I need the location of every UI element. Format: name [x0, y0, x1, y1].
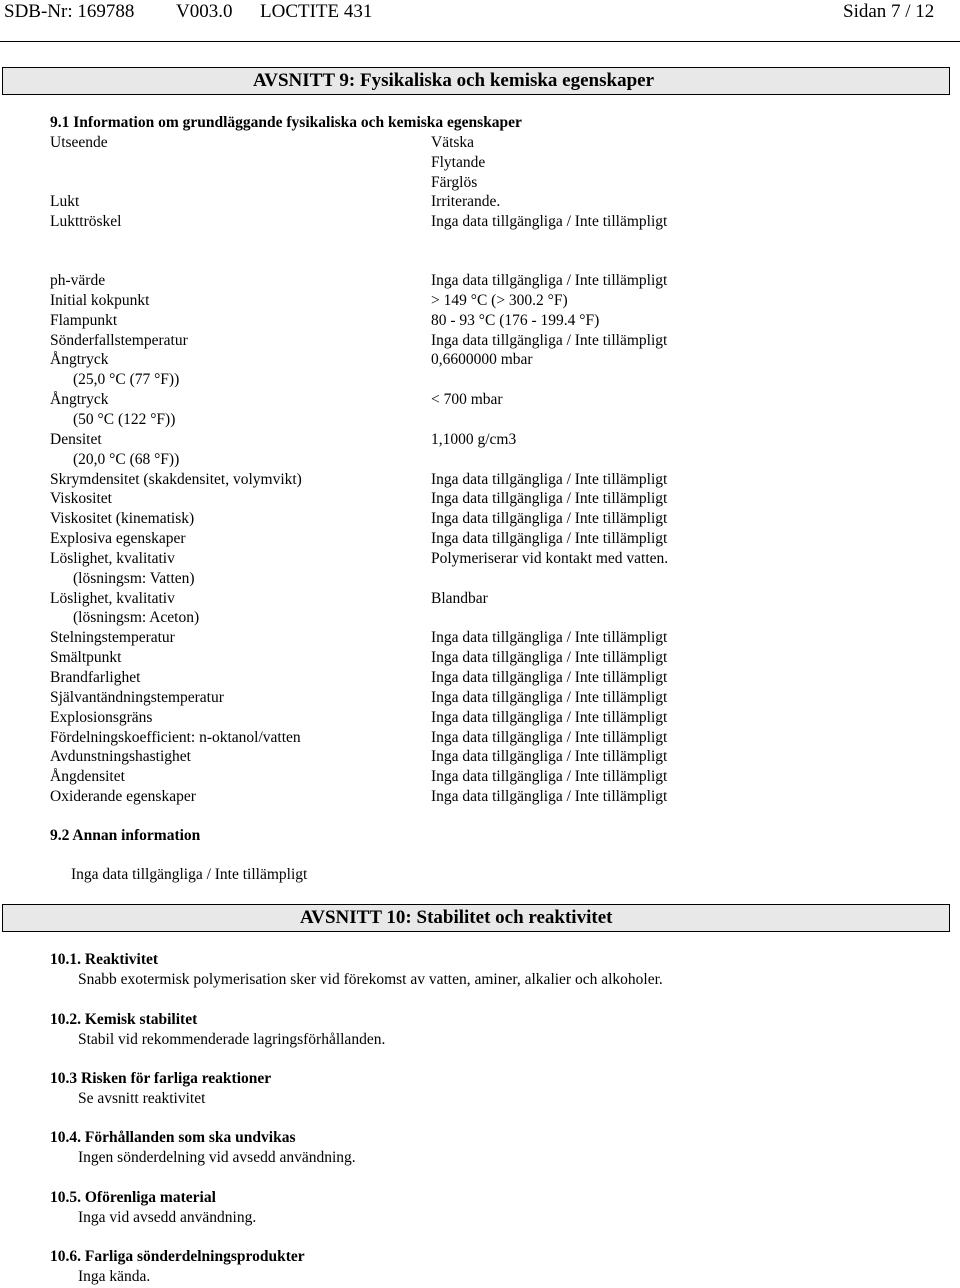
- property-label: Ångdensitet: [50, 768, 125, 786]
- section9-title: AVSNITT 9: Fysikaliska och kemiska egenskaper: [253, 70, 655, 91]
- other-information-text: Inga data tillgängliga / Inte tillämpligt: [71, 866, 308, 883]
- section10-heading: 10.4. Förhållanden som ska undvikas: [50, 1129, 296, 1146]
- property-value: 0,6600000 mbar: [431, 351, 533, 369]
- property-label: Viskositet: [50, 490, 112, 508]
- section10-title: AVSNITT 10: Stabilitet och reaktivitet: [300, 907, 613, 928]
- section10-text: Stabil vid rekommenderade lagringsförhållanden.: [78, 1031, 386, 1048]
- property-value: > 149 °C (> 300.2 °F): [431, 291, 568, 309]
- property-value: Inga data tillgängliga / Inte tillämpligt: [431, 768, 668, 786]
- property-value: Inga data tillgängliga / Inte tillämpligt: [431, 510, 668, 528]
- property-label: Explosiva egenskaper: [50, 530, 186, 548]
- subsection-9-1: 9.1 Information om grundläggande fysikaliska och kemiska egenskaper: [50, 114, 522, 131]
- property-label: Viskositet (kinematisk): [50, 510, 195, 528]
- product-name: LOCTITE 431: [260, 1, 373, 22]
- section10-heading: 10.5. Oförenliga material: [50, 1189, 216, 1206]
- sdb-number: SDB-Nr: 169788: [4, 1, 135, 22]
- property-condition: (lösningsm: Aceton): [73, 609, 200, 627]
- property-label: Smältpunkt: [50, 649, 122, 667]
- property-value: Inga data tillgängliga / Inte tillämpligt: [431, 669, 668, 686]
- property-label: Ångtryck: [50, 391, 109, 409]
- appearance-value-2: Flytande: [431, 154, 486, 171]
- property-label: Skrymdensitet (skakdensitet, volymvikt): [50, 470, 302, 488]
- section10-heading: 10.1. Reaktivitet: [50, 951, 159, 968]
- appearance-label: Utseende: [50, 134, 108, 151]
- section10-heading: 10.6. Farliga sönderdelningsprodukter: [50, 1248, 305, 1265]
- property-value: 1,1000 g/cm3: [431, 430, 517, 448]
- odor-label: Lukt: [50, 193, 80, 210]
- property-value: Inga data tillgängliga / Inte tillämpligt: [431, 629, 668, 647]
- subsection-9-2: 9.2 Annan information: [50, 827, 201, 844]
- property-label: Löslighet, kvalitativ: [50, 589, 175, 607]
- property-value: Blandbar: [431, 589, 488, 607]
- property-condition: (20,0 °C (68 °F)): [73, 450, 180, 468]
- property-value: Inga data tillgängliga / Inte tillämpligt: [431, 649, 668, 667]
- property-label: Explosionsgräns: [50, 708, 153, 726]
- property-label: Flampunkt: [50, 311, 118, 329]
- property-label: Löslighet, kvalitativ: [50, 549, 175, 567]
- section10-text: Inga vid avsedd användning.: [78, 1209, 257, 1226]
- section10-heading: 10.3 Risken för farliga reaktioner: [50, 1070, 272, 1087]
- property-label: Ångtryck: [50, 351, 109, 369]
- odor-value: Irriterande.: [431, 193, 501, 210]
- odor-threshold-label: Lukttröskel: [50, 213, 122, 230]
- property-condition: (25,0 °C (77 °F)): [73, 371, 180, 389]
- property-label: Oxiderande egenskaper: [50, 788, 196, 806]
- property-value: Inga data tillgängliga / Inte tillämpligt: [431, 530, 668, 548]
- appearance-value-3: Färglös: [431, 174, 478, 191]
- header-rule: [0, 41, 960, 42]
- property-value: Inga data tillgängliga / Inte tillämpligt: [431, 708, 668, 726]
- property-value: Inga data tillgängliga / Inte tillämpligt: [431, 331, 668, 349]
- odor-threshold-value: Inga data tillgängliga / Inte tillämpligt: [431, 213, 668, 230]
- property-condition: (50 °C (122 °F)): [73, 410, 176, 428]
- section10-text: Snabb exotermisk polymerisation sker vid förekomst av vatten, aminer, alkalier och alkoholer.: [78, 971, 663, 988]
- version: V003.0: [176, 1, 233, 22]
- property-value: < 700 mbar: [431, 391, 503, 409]
- property-label: Fördelningskoefficient: n-oktanol/vatten: [50, 728, 301, 746]
- property-value: Inga data tillgängliga / Inte tillämpligt: [431, 728, 668, 746]
- property-label: Stelningstemperatur: [50, 629, 175, 647]
- property-label: Självantändningstemperatur: [50, 688, 224, 706]
- property-value: Inga data tillgängliga / Inte tillämpligt: [431, 748, 668, 766]
- property-value: Inga data tillgängliga / Inte tillämpligt: [431, 788, 668, 806]
- property-value: Inga data tillgängliga / Inte tillämpligt: [431, 490, 668, 508]
- property-label: ph-värde: [50, 272, 106, 289]
- section10-heading: 10.2. Kemisk stabilitet: [50, 1011, 198, 1028]
- property-value: Inga data tillgängliga / Inte tillämpligt: [431, 470, 668, 488]
- property-label: Sönderfallstemperatur: [50, 331, 188, 349]
- section10-text: Ingen sönderdelning vid avsedd användning.: [78, 1149, 356, 1166]
- section10-text: Inga kända.: [78, 1268, 151, 1285]
- appearance-value-1: Vätska: [431, 134, 475, 151]
- section10-text: Se avsnitt reaktivitet: [78, 1090, 206, 1107]
- property-label: Initial kokpunkt: [50, 291, 150, 309]
- property-value: 80 - 93 °C (176 - 199.4 °F): [431, 311, 600, 329]
- property-condition: (lösningsm: Vatten): [73, 569, 195, 587]
- property-label: Brandfarlighet: [50, 669, 141, 686]
- page-number: Sidan 7 / 12: [843, 1, 935, 22]
- property-label: Densitet: [50, 430, 102, 448]
- property-label: Avdunstningshastighet: [50, 748, 191, 766]
- property-value: Polymeriserar vid kontakt med vatten.: [431, 549, 669, 567]
- property-value: Inga data tillgängliga / Inte tillämpligt: [431, 272, 668, 289]
- property-value: Inga data tillgängliga / Inte tillämpligt: [431, 688, 668, 706]
